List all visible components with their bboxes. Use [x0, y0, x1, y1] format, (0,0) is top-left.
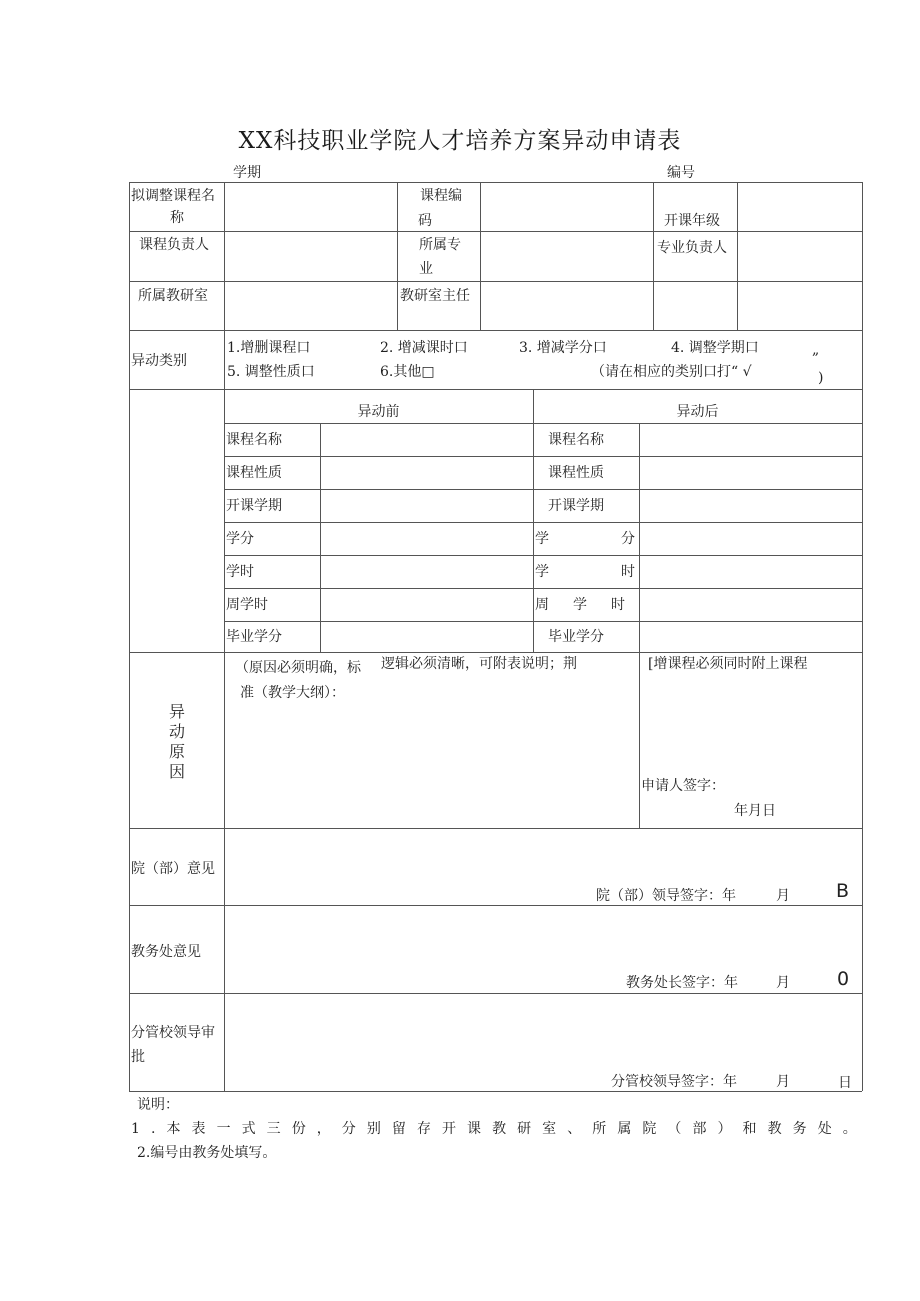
option-other[interactable]: 6.其他□ — [380, 364, 435, 380]
college-sign: 院（部）领导签字：年 — [596, 888, 736, 904]
notes-line-1-char: 三 — [266, 1121, 281, 1137]
notes-line-1-char: 和 — [742, 1121, 757, 1137]
major-label-cont: 业 — [419, 261, 433, 277]
notes-line-1-char: 别 — [366, 1121, 381, 1137]
after-credits — [535, 529, 707, 549]
major-label: 所属专 — [419, 237, 461, 253]
leader-approval-label: 分管校领导审 — [131, 1025, 215, 1041]
academic-affairs-opinion-label: 教务处意见 — [131, 944, 201, 960]
after-header: 异动后 — [676, 404, 719, 420]
notes-line-1-char: 部 — [692, 1121, 707, 1137]
course-name-label-cont: 称 — [170, 210, 184, 226]
after-hours-char: 学时 — [535, 564, 707, 580]
notes-line-1-char: 式 — [241, 1121, 256, 1137]
notes-line-1-char: 。 — [842, 1121, 857, 1137]
after-course-name: 课程名称 — [548, 432, 604, 448]
reason-char-4: 因 — [168, 762, 185, 781]
grade-label: 开课年级 — [664, 213, 720, 229]
notes-line-1-char: 表 — [191, 1121, 206, 1137]
notes-line-1-char: 教 — [767, 1121, 782, 1137]
course-owner-label: 课程负责人 — [139, 237, 209, 253]
after-semester: 开课学期 — [548, 498, 604, 514]
major-owner-label: 专业负责人 — [657, 240, 727, 256]
notes-line-1-char: 务 — [792, 1121, 807, 1137]
notes-line-1-char: 所 — [592, 1121, 607, 1137]
before-header: 异动前 — [357, 404, 400, 420]
leader-sign: 分管校领导签字：年 — [611, 1074, 737, 1090]
before-credits: 学分 — [226, 531, 254, 547]
semester-label: 学期 — [233, 165, 261, 181]
notes-line-1-char: 留 — [391, 1121, 406, 1137]
after-graduation-credits: 毕业学分 — [548, 629, 604, 645]
notes-line-1-char: 处 — [817, 1121, 832, 1137]
college-opinion-label: 院（部）意见 — [131, 861, 215, 877]
notes-line-1-char: 存 — [416, 1121, 431, 1137]
notes-line-1-char: 、 — [567, 1121, 582, 1137]
notes-heading: 说明： — [137, 1097, 179, 1113]
after-weekly-hours — [535, 595, 649, 615]
notes-line-2: 2.编号由教务处填写。 — [137, 1145, 277, 1161]
notes-line-1-char: 本 — [166, 1121, 181, 1137]
reason-text-d: [增课程必须同时附上课程 — [648, 656, 808, 672]
office-head-label: 教研室主任 — [400, 288, 470, 304]
before-course-nature: 课程性质 — [226, 465, 282, 481]
reason-date: 年月日 — [734, 803, 776, 819]
notes-line-1-char: 院 — [642, 1121, 657, 1137]
after-credits-char: 学分 — [535, 531, 707, 547]
page-title: XX科技职业学院人才培养方案异动申请表 — [238, 128, 682, 154]
notes-line-1-char: 属 — [617, 1121, 632, 1137]
notes-line-1-char: ， — [316, 1121, 331, 1137]
notes-line-1-char: 1 — [131, 1121, 140, 1137]
academic-affairs-sign-month: 月 — [776, 975, 790, 991]
option-change-hours[interactable]: 2. 增减课时口 — [380, 340, 468, 356]
before-weekly-hours: 周学时 — [226, 597, 268, 613]
college-sign-month: 月 — [776, 888, 790, 904]
reason-char-3: 原 — [168, 742, 185, 761]
change-type-note-close: ) — [818, 370, 824, 386]
college-sign-tail: B — [836, 880, 850, 902]
course-code-label: 课程编 — [420, 188, 462, 204]
after-hours — [535, 562, 707, 582]
before-semester: 开课学期 — [226, 498, 282, 514]
course-name-label: 拟调整课程名 — [131, 188, 215, 204]
notes-line-1-char: 课 — [467, 1121, 482, 1137]
reason-text-c: 准（教学大纲）： — [240, 685, 345, 701]
notes-line-1-char: 研 — [517, 1121, 532, 1137]
notes-line-1-char: 份 — [291, 1121, 306, 1137]
before-graduation-credits: 毕业学分 — [226, 629, 282, 645]
applicant-sign: 申请人签字： — [641, 778, 725, 794]
before-hours: 学时 — [226, 564, 254, 580]
quote-mark: „ — [812, 342, 820, 358]
option-change-credits[interactable]: 3. 增减学分口 — [519, 340, 607, 356]
reason-label — [167, 702, 187, 782]
reason-char-1: 异 — [168, 702, 185, 721]
option-add-remove-course[interactable]: 1.增删课程口 — [227, 340, 311, 356]
notes-line-1-char: 一 — [216, 1121, 231, 1137]
academic-affairs-sign-tail: 0 — [837, 968, 850, 990]
after-course-nature: 课程性质 — [548, 465, 604, 481]
notes-line-1-char: . — [150, 1121, 156, 1137]
before-course-name: 课程名称 — [226, 432, 282, 448]
academic-affairs-sign: 教务处长签字：年 — [626, 975, 738, 991]
notes-line-1-char: ） — [717, 1121, 732, 1137]
after-weekly-hours-text: 周学时 — [535, 597, 649, 613]
number-label: 编号 — [667, 165, 695, 181]
reason-char-2: 动 — [168, 722, 185, 741]
notes-line-1-char: （ — [667, 1121, 682, 1137]
change-type-label: 异动类别 — [131, 353, 187, 369]
option-change-semester[interactable]: 4. 调整学期口 — [671, 340, 759, 356]
reason-text-b: 逻辑必须清晰，可附表说明；荆 — [381, 656, 577, 672]
leader-sign-month: 月 — [776, 1074, 790, 1090]
notes-line-1-char: 开 — [441, 1121, 456, 1137]
option-change-nature[interactable]: 5. 调整性质口 — [227, 364, 315, 380]
notes-line-1 — [131, 1119, 857, 1139]
change-type-note: （请在相应的类别口打“ √ — [591, 364, 752, 380]
reason-text-a: （原因必须明确，标 — [235, 660, 361, 676]
leader-sign-tail: 日 — [838, 1075, 852, 1091]
course-code-label-cont: 码 — [418, 213, 432, 229]
leader-approval-label-cont: 批 — [131, 1049, 145, 1065]
office-label: 所属教研室 — [138, 288, 208, 304]
notes-line-1-char: 分 — [341, 1121, 356, 1137]
notes-line-1-char: 室 — [542, 1121, 557, 1137]
notes-line-1-char: 教 — [492, 1121, 507, 1137]
